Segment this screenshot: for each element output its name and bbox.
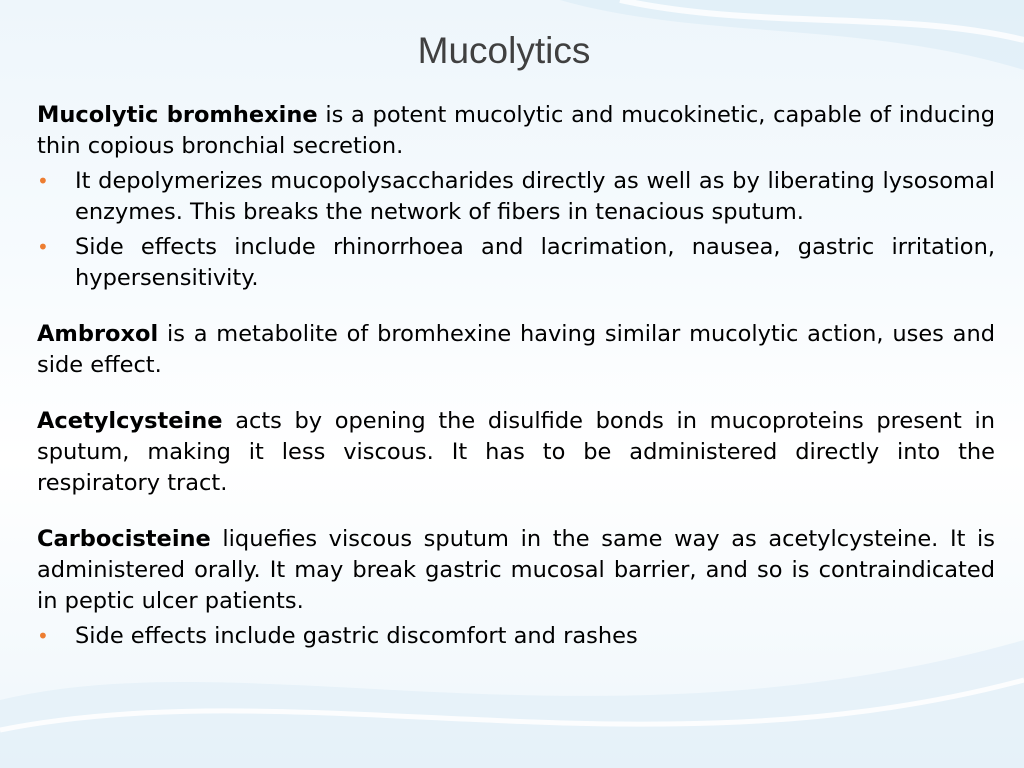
text-acetylcysteine: acts by opening the disulfide bonds in mucoproteins present in sputum, making it less viscous. It has to be administered directly into the respiratory tract. (37, 408, 995, 496)
bullet-list-carbocisteine (37, 621, 995, 652)
slide-title: Mucolytics (417, 30, 591, 71)
paragraph-acetylcysteine (37, 406, 995, 499)
bullet-item (37, 621, 995, 652)
bullet-dot-icon: • (37, 235, 49, 259)
term-acetylcysteine: Acetylcysteine (37, 408, 223, 434)
bullet-item (37, 166, 995, 228)
bullet-dot-icon: • (37, 169, 49, 193)
paragraph-carbocisteine (37, 524, 995, 617)
slide-body (37, 100, 995, 656)
paragraph-ambroxol (37, 319, 995, 381)
text-ambroxol: is a metabolite of bromhexine having similar mucolytic action, uses and side effect. (37, 321, 995, 378)
text-carbocisteine: liquefies viscous sputum in the same way as acetylcysteine. It is administered orally. It may break gastric mucosal barrier, and so is contraindicated in peptic ulcer patients. (37, 526, 995, 614)
bullet-list-bromhexine (37, 166, 995, 294)
bullet-dot-icon: • (37, 624, 49, 648)
bullet-text: It depolymerizes mucopolysaccharides directly as well as by liberating lysosomal enzymes. This breaks the network of fibers in tenacious sputum. (75, 168, 995, 225)
paragraph-bromhexine (37, 100, 995, 162)
text-bromhexine: is a potent mucolytic and mucokinetic, capable of inducing thin copious bronchial secretion. (37, 102, 996, 159)
term-ambroxol: Ambroxol (37, 321, 159, 347)
term-bromhexine: Mucolytic bromhexine (37, 102, 318, 128)
term-carbocisteine: Carbocisteine (37, 526, 211, 552)
bullet-text: Side effects include rhinorrhoea and lacrimation, nausea, gastric irritation, hypersensitivity. (75, 234, 995, 291)
bullet-text: Side effects include gastric discomfort and rashes (75, 623, 638, 649)
bullet-item (37, 232, 995, 294)
